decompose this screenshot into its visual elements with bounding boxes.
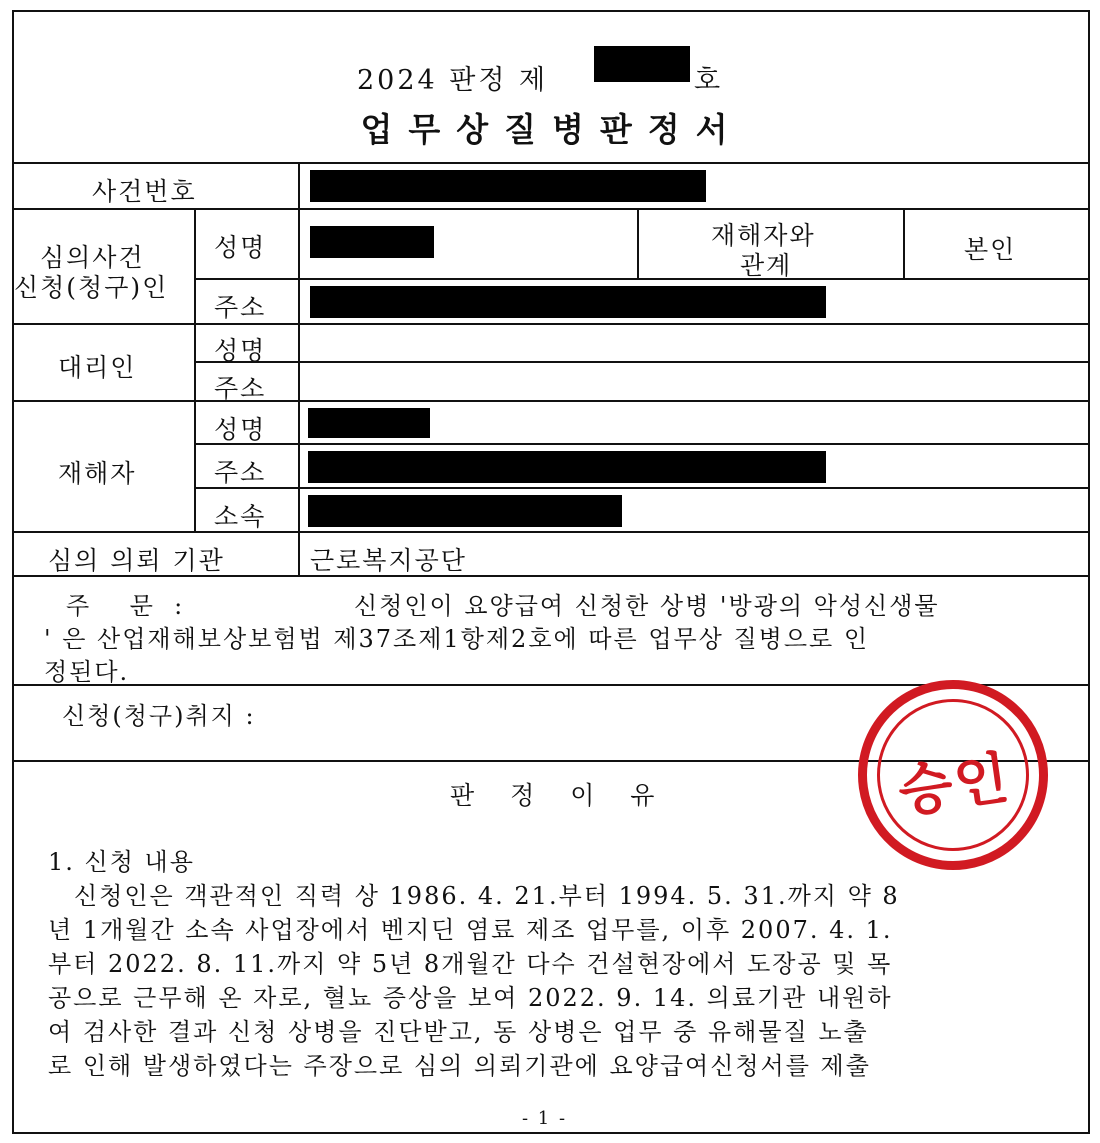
reasons-heading: 판 정 이 유 (450, 781, 669, 810)
document-title: 업무상질병판정서 (360, 110, 744, 149)
column-divider (194, 323, 196, 400)
row-divider (14, 531, 1090, 533)
redacted-decision-number (594, 46, 690, 82)
column-divider (298, 162, 300, 575)
victim-label: 재해자 (58, 459, 137, 488)
order-line-1: 신청인이 요양급여 신청한 상병 '방광의 악성신생물 (354, 592, 940, 620)
page-number: - 1 - (522, 1108, 568, 1129)
agency-label: 심의 의뢰 기관 (48, 546, 225, 575)
row-divider (194, 361, 1090, 363)
applicant-label-line2: 신청(청구)인 (14, 273, 169, 302)
redacted-victim-address (308, 451, 826, 483)
table-top-border (14, 162, 1090, 164)
approval-stamp-text: 승인 (894, 745, 1015, 826)
victim-address-label: 주소 (214, 458, 267, 487)
row-divider (194, 443, 1090, 445)
column-divider (194, 208, 196, 323)
row-divider (194, 278, 1090, 280)
order-label: 주 문 : (66, 592, 185, 620)
order-line-3: 정된다. (44, 658, 130, 686)
agent-name-label: 성명 (214, 336, 267, 365)
agent-address-label: 주소 (214, 374, 267, 403)
redacted-victim-name (308, 408, 430, 438)
reasons-line-5: 여 검사한 결과 신청 상병을 진단받고, 동 상병은 업무 중 유해물질 노출 (48, 1018, 869, 1046)
column-divider (194, 400, 196, 531)
victim-name-label: 성명 (214, 415, 267, 444)
relation-label-line2: 관계 (740, 251, 793, 280)
applicant-name-label: 성명 (214, 233, 267, 262)
purpose-label: 신청(청구)취지 : (62, 702, 256, 730)
order-line-2: ' 은 산업재해보상보험법 제37조제1항제2호에 따른 업무상 질병으로 인 (44, 625, 870, 653)
decision-year-number: 2024 판정 제 (357, 65, 549, 96)
applicant-address-label: 주소 (214, 293, 267, 322)
redacted-victim-affiliation (308, 495, 622, 527)
victim-affiliation-label: 소속 (214, 502, 267, 531)
relation-label-line1: 재해자와 (711, 221, 816, 250)
reasons-line-6: 로 인해 발생하였다는 주장으로 심의 의뢰기관에 요양급여신청서를 제출 (48, 1052, 871, 1080)
row-divider (194, 487, 1090, 489)
agent-label: 대리인 (58, 353, 137, 382)
column-divider (903, 208, 905, 278)
case-number-label: 사건번호 (92, 177, 197, 206)
relation-value: 본인 (964, 235, 1017, 264)
row-divider (14, 400, 1090, 402)
redacted-case-number (310, 170, 706, 202)
decision-number-suffix: 호 (694, 65, 724, 96)
reasons-section-title: 1. 신청 내용 (48, 848, 195, 876)
reasons-line-3: 부터 2022. 8. 11.까지 약 5년 8개월간 다수 건설현장에서 도장공 및 목 (48, 950, 893, 978)
row-divider (14, 208, 1090, 210)
row-divider (14, 323, 1090, 325)
reasons-line-4: 공으로 근무해 온 자로, 혈뇨 증상을 보여 2022. 9. 14. 의료기관 내원하 (48, 984, 893, 1012)
column-divider (637, 208, 639, 278)
redacted-applicant-name (310, 226, 434, 258)
reasons-line-2: 년 1개월간 소속 사업장에서 벤지딘 염료 제조 업무를, 이후 2007. 4. 1. (48, 916, 893, 944)
redacted-applicant-address (310, 286, 826, 318)
applicant-label-line1: 심의사건 (40, 243, 145, 272)
reasons-line-1: 신청인은 객관적인 직력 상 1986. 4. 21.부터 1994. 5. 31.까지 약 8 (74, 882, 900, 910)
document-page (12, 10, 1090, 1134)
agency-value: 근로복지공단 (310, 546, 467, 575)
